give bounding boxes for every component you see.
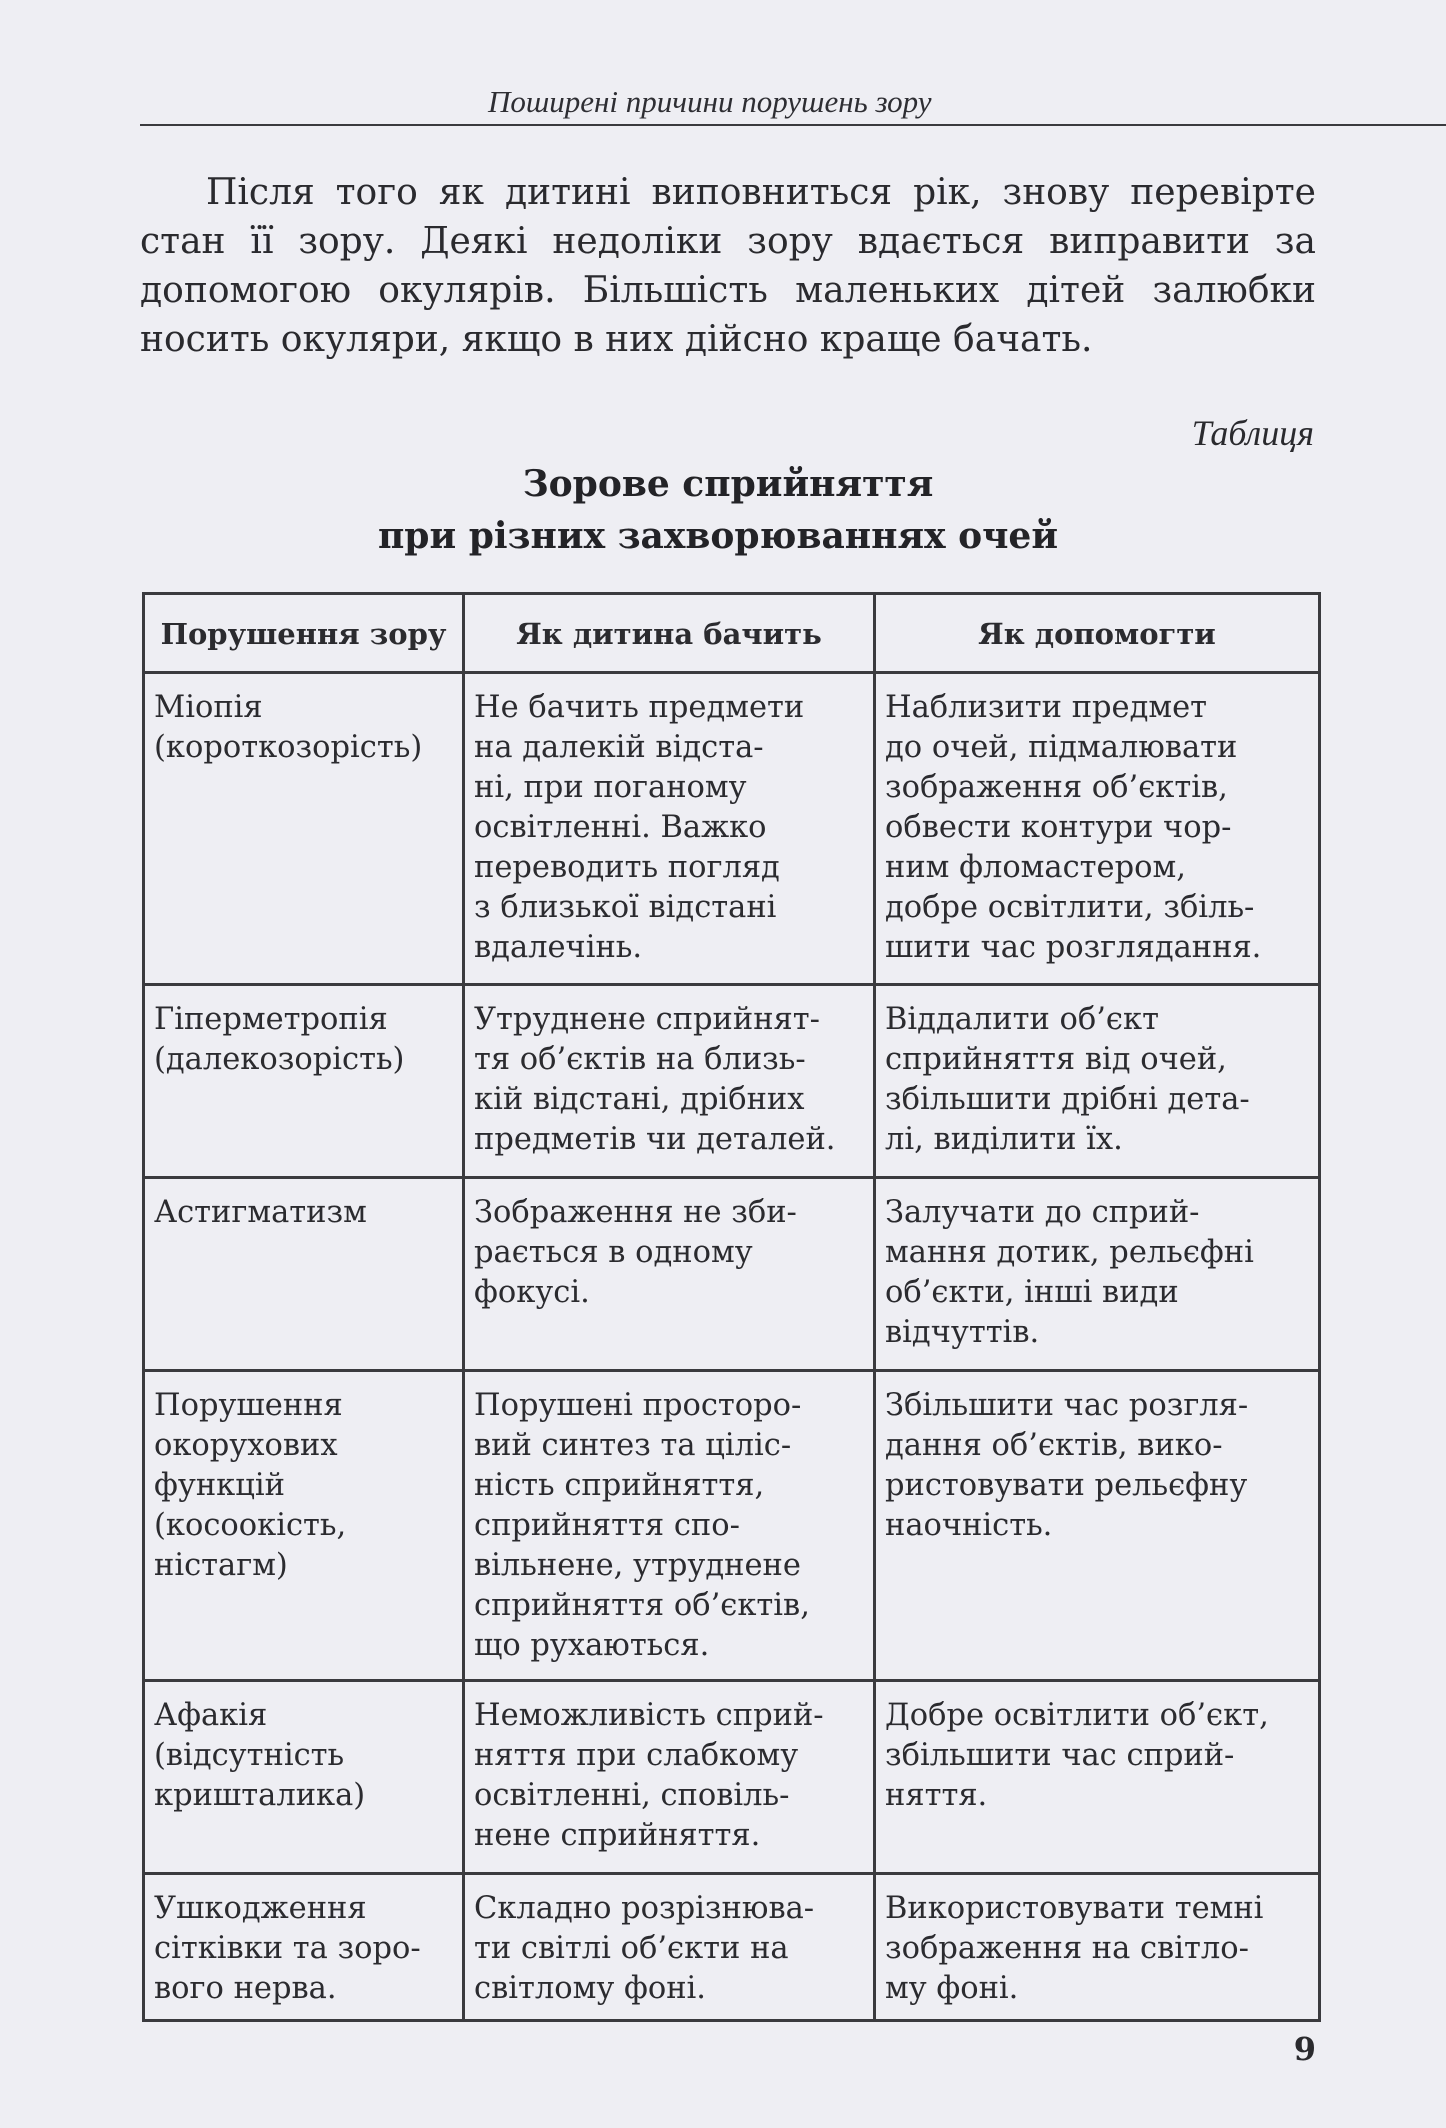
column-header-how-child-sees: Як дитина бачить [464, 594, 875, 673]
cell-text: Збільшити час розгля- дання об’єктів, вико- ристовувати рельєфну наочність. [885, 1388, 1249, 1543]
cell-text: Віддалити об’єкт сприйняття від очей, збільшити дрібні дета- лі, виділити їх. [885, 1002, 1250, 1157]
vision-table [142, 592, 1321, 2022]
cell-text: Міопія (короткозорість) [154, 690, 423, 765]
body-paragraph: Після того як дитині виповниться рік, знову перевірте стан її зору. Деякі недоліки зору вдається виправити за допомогою окулярів. Більшість маленьких дітей залюбки носить окуляри, якщо в них дійсно краще бачать. [140, 172, 1316, 360]
cell-text: Гіперметропія (далекозорість) [154, 1002, 405, 1077]
cell-how-child-sees [464, 985, 875, 1178]
cell-text: Складно розрізнюва- ти світлі об’єкти на світлому фоні. [474, 1891, 815, 2006]
cell-text: Ушкодження сітківки та зоро- вого нерва. [154, 1891, 421, 2006]
cell-how-child-sees [464, 673, 875, 985]
table-row [144, 985, 1320, 1178]
cell-how-to-help [875, 1371, 1320, 1681]
cell-text: Неможливість сприй- няття при слабкому освітленні, сповіль- нене сприйняття. [474, 1698, 824, 1853]
cell-text: Порушення окорухових функцій (косоокість, ністагм) [154, 1388, 347, 1583]
cell-text: Зображення не зби- рається в одному фокусі. [474, 1195, 797, 1310]
cell-condition [144, 1681, 464, 1874]
cell-how-to-help [875, 1681, 1320, 1874]
table-label: Таблиця [1191, 413, 1314, 453]
cell-text: Утруднене сприйнят- тя об’єктів на близь- кій відстані, дрібних предметів чи деталей. [474, 1002, 836, 1157]
cell-how-to-help [875, 1874, 1320, 2021]
running-header-title: Поширені причини порушень зору [488, 84, 932, 119]
cell-condition [144, 1874, 464, 2021]
column-header-how-to-help: Як допомогти [875, 594, 1320, 673]
cell-how-child-sees [464, 1371, 875, 1681]
page-number: 9 [1293, 2030, 1316, 2068]
table-row [144, 673, 1320, 985]
cell-how-to-help [875, 673, 1320, 985]
cell-text: Порушені просторо- вий синтез та ціліс- ність сприйняття, сприйняття спо- вільнене, утруднене сприйняття об’єктів, що рухаються. [474, 1388, 810, 1663]
cell-how-to-help [875, 985, 1320, 1178]
cell-condition [144, 985, 464, 1178]
cell-text: Добре освітлити об’єкт, збільшити час сприй- няття. [885, 1698, 1269, 1813]
cell-text: Наблизити предмет до очей, підмалювати зображення об’єктів, обвести контури чор- ним фломастером, добре освітлити, збіль- шити час розглядання. [885, 690, 1262, 965]
running-header [140, 78, 1446, 126]
table-title-line-2: при різних захворюваннях очей [377, 515, 1059, 557]
cell-how-child-sees [464, 1874, 875, 2021]
table-row [144, 1371, 1320, 1681]
table-row [144, 1874, 1320, 2021]
cell-how-child-sees [464, 1681, 875, 1874]
cell-text: Використовувати темні зображення на світло- му фоні. [885, 1891, 1264, 2006]
cell-how-to-help [875, 1178, 1320, 1371]
cell-text: Астигматизм [154, 1195, 367, 1230]
cell-condition [144, 1178, 464, 1371]
table-row [144, 1178, 1320, 1371]
cell-condition [144, 1371, 464, 1681]
column-header-condition: Порушення зору [144, 594, 464, 673]
table-header-row [144, 594, 1320, 673]
table-title-line-1: Зорове сприйняття [522, 463, 934, 505]
table-row [144, 1681, 1320, 1874]
cell-how-child-sees [464, 1178, 875, 1371]
cell-text: Залучати до сприй- мання дотик, рельєфні об’єкти, інші види відчуттів. [885, 1195, 1254, 1350]
table-title [140, 458, 1316, 562]
cell-condition [144, 673, 464, 985]
cell-text: Не бачить предмети на далекій відста- ні, при поганому освітленні. Важко переводить погляд з близької відстані вдалечінь. [474, 690, 805, 965]
cell-text: Афакія (відсутність кришталика) [154, 1698, 366, 1813]
